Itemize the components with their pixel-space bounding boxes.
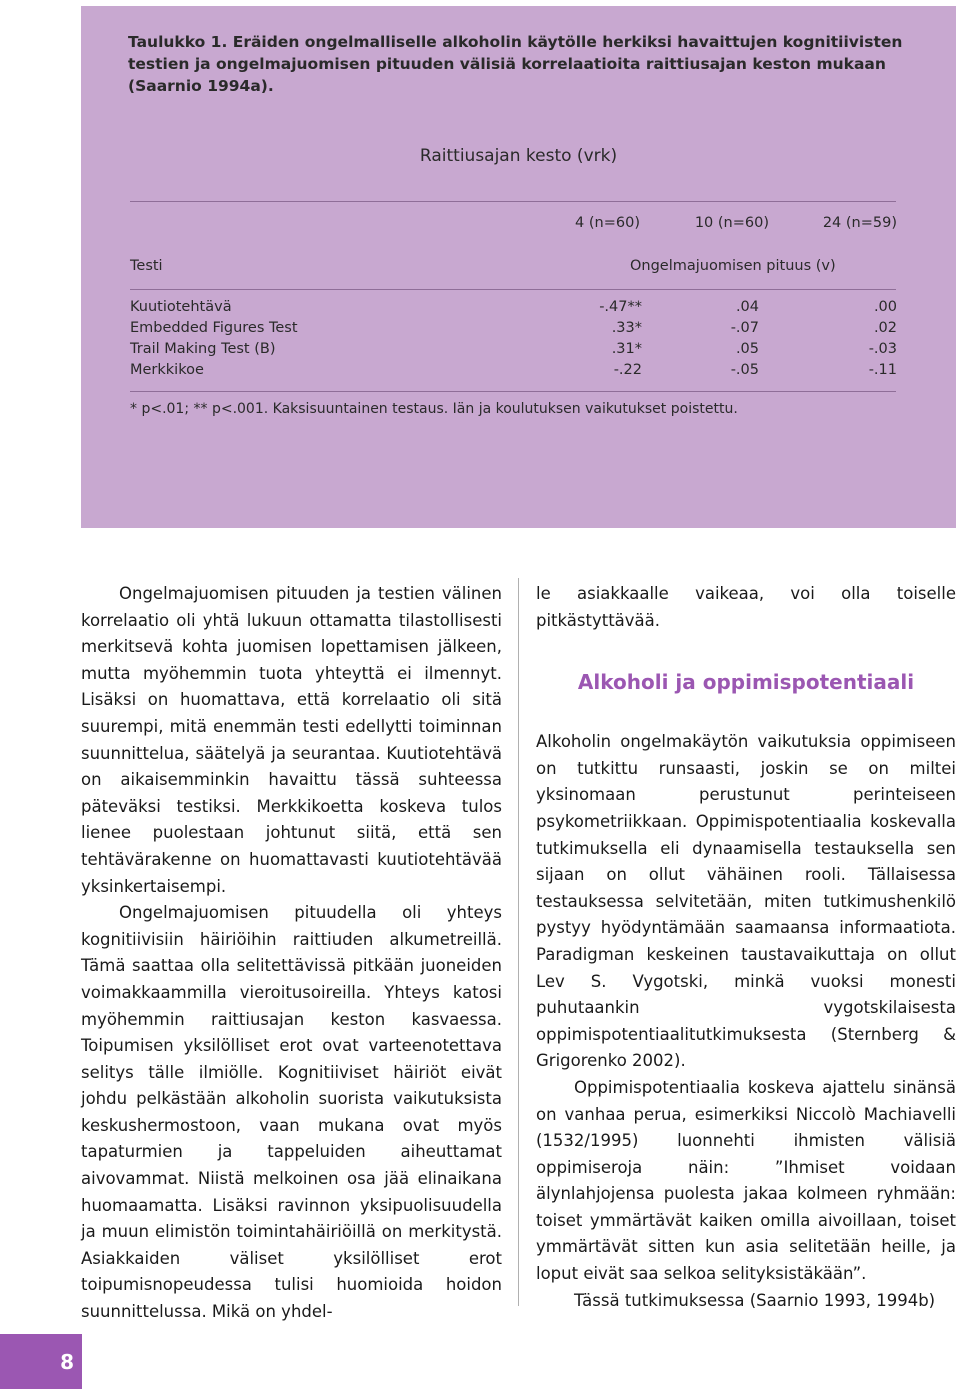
left-column <box>81 581 502 1326</box>
cell: -.47** <box>599 299 642 315</box>
page-number: 8 <box>60 1349 74 1374</box>
row-label: Embedded Figures Test <box>130 320 298 336</box>
row-label: Trail Making Test (B) <box>130 341 276 357</box>
cell: .02 <box>873 320 897 336</box>
right-column <box>536 581 956 1314</box>
column-header-4: 4 (n=60) <box>575 215 640 231</box>
table-rule-bottom <box>130 391 896 392</box>
paragraph: Ongelmajuomisen pituudella oli yhteys kognitiivisiin häiriöihin raittiuden alkumetreillä. Tämä saattaa olla selitettävissä pitkään juoneiden voimakkaammilla vieroitusoireilla. Yhteys katosi myöhemmin raittiusajan keston kasvaessa. Toipumisen yksilölliset erot ovat varteenotettava selitys tälle ilmiölle. Kognitiiviset häiriöt eivät johdu pelkästään alkoholin suorista vaikutuksista keskushermostoon, vaan mukana ovat myös tapaturmien ja tappeluiden aiheuttamat aivovammat. Niistä melkoinen osa jää elinaikana huomaamatta. Lisäksi ravinnon yksipuolisuudella ja muun elimistön toimintahäiriöillä on merkitystä. Asiakkaiden väliset yksilölliset erot toipumisnopeudessa tulisi huomioida hoidon suunnittelussa. Mikä on yhdel- <box>81 903 502 1322</box>
sub-header: Ongelmajuomisen pituus (v) <box>630 258 836 274</box>
row-label: Merkkikoe <box>130 362 204 378</box>
cell: .31* <box>611 341 642 357</box>
row-header: Testi <box>130 258 163 274</box>
cell: -.07 <box>730 320 759 336</box>
column-header-10: 10 (n=60) <box>694 215 769 231</box>
cell: -.03 <box>868 341 897 357</box>
cell: .00 <box>873 299 897 315</box>
cell: .05 <box>735 341 759 357</box>
paragraph: Ongelmajuomisen pituuden ja testien välinen korrelaatio oli yhtä lukuun ottamatta tilastollisesti merkitsevä kohta juomisen lopettamisen jälkeen, mutta myöhemmin tuota yhteyttä ei ilmennyt. Lisäksi on huomattava, että korrelaatio oli sitä suurempi, mitä enemmän testi edellytti toiminnan suunnittelua, säätelyä ja seurantaa. Kuutiotehtävä on aikaisemminkin havaittu tässä suhteessa päteväksi testiksi. Merkkikoetta koskeva tulos lienee puolestaan johtunut siitä, että sen tehtävärakenne on huomattavasti kuutiotehtävää yksinkertaisempi. <box>81 584 502 896</box>
column-header-24: 24 (n=59) <box>822 215 897 231</box>
table-rule-mid <box>130 289 896 290</box>
table-rule-top <box>130 201 896 202</box>
cell: -.11 <box>868 362 897 378</box>
paragraph: Oppimispotentiaalia koskeva ajattelu sinänsä on vanhaa perua, esimerkiksi Niccolò Machiavelli (1532/1995) luonnehti ihmisten välisiä oppimiseroja näin: ”Ihmiset voidaan älynlahjojensa puolesta jakaa kolmeen ryhmään: toiset ymmärtävät kaiken omilla aivoillaan, toiset ymmärtävät sitten kun asia selitetään heille, ja loput eivät saa selkoa selityksistäkään”. <box>536 1077 956 1284</box>
table-title: Raittiusajan kesto (vrk) <box>419 146 618 166</box>
section-heading: Alkoholi ja oppimispotentiaali <box>577 670 915 695</box>
table-caption: Taulukko 1. Eräiden ongelmalliselle alkoholin käytölle herkiksi havaittujen kognitiivisten testien ja ongelmajuomisen pituuden välisiä korrelaatioita raittiusajan keston mukaan (Saarnio 1994a). <box>128 33 903 95</box>
column-divider <box>518 578 519 1306</box>
cell: .33* <box>611 320 642 336</box>
table-panel <box>81 6 956 528</box>
paragraph: le asiakkaalle vaikeaa, voi olla toiselle pitkästyttävää. <box>536 584 956 630</box>
cell: -.05 <box>730 362 759 378</box>
cell: -.22 <box>613 362 642 378</box>
row-label: Kuutiotehtävä <box>130 299 232 315</box>
paragraph: Tässä tutkimuksessa (Saarnio 1993, 1994b) <box>574 1290 936 1310</box>
cell: .04 <box>735 299 759 315</box>
paragraph: Alkoholin ongelmakäytön vaikutuksia oppimiseen on tutkittu runsaasti, joskin se on miltei yksinomaan perustunut perinteiseen psykometriikkaan. Oppimispotentiaalia koskevalla tutkimuksella eli dynaamisella testauksella sen sijaan on ollut vähäinen rooli. Tällaisessa testauksessa selvitetään, miten tutkimushenkilö pystyy hyödyntämään saamaansa informaatiota. Paradigman keskeinen taustavaikuttaja on ollut Lev S. Vygotski, minkä vuoksi monesti puhutaankin vygotskilaisesta oppimispotentiaalitutkimuksesta (Sternberg & Grigorenko 2002). <box>536 732 956 1071</box>
page-number-badge <box>0 1334 82 1389</box>
table-footnote: * p<.01; ** p<.001. Kaksisuuntainen testaus. Iän ja koulutuksen vaikutukset poistettu. <box>130 401 738 417</box>
